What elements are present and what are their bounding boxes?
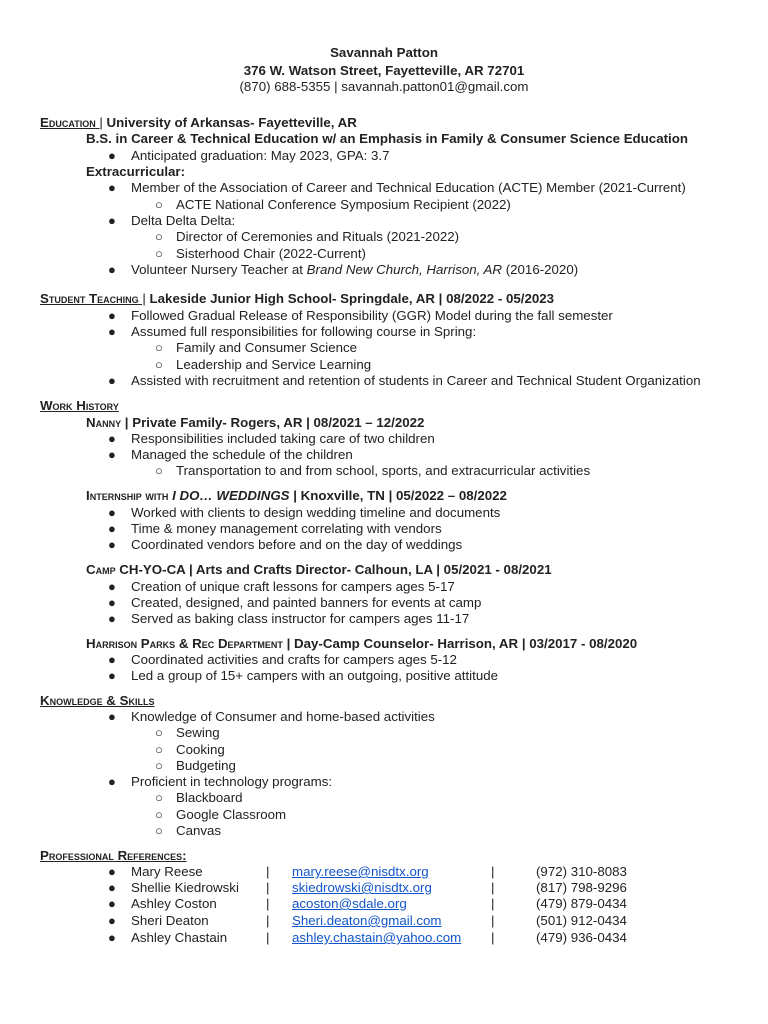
- reference-separator: |: [491, 880, 495, 895]
- student-teaching-heading: Student Teaching: [40, 291, 139, 306]
- bullet-glyph: ●: [108, 447, 116, 462]
- reference-name: Ashley Coston: [131, 896, 217, 911]
- reference-phone: (479) 879-0434: [536, 896, 627, 911]
- bullet-glyph: ●: [108, 611, 116, 626]
- bullet-glyph: ●: [108, 537, 116, 552]
- parks-details: | Day-Camp Counselor- Harrison, AR | 03/2017 - 08/2020: [282, 636, 638, 651]
- bullet-glyph: ●: [108, 148, 116, 163]
- work-history-heading-text: Work History: [40, 398, 119, 413]
- student-teaching-title: Lakeside Junior High School- Springdale, AR | 08/2022 - 05/2023: [145, 291, 555, 306]
- internship-company: I DO… WEDDINGS: [168, 488, 290, 503]
- camp-item: Served as baking class instructor for campers ages 11-17: [131, 611, 470, 626]
- volunteer-years: (2016-2020): [502, 262, 579, 277]
- reference-email-link[interactable]: Sheri.deaton@gmail.com: [292, 913, 442, 928]
- reference-separator: |: [266, 913, 270, 928]
- extracurricular-heading: Extracurricular:: [86, 164, 186, 179]
- sub-bullet-glyph: ○: [155, 823, 163, 838]
- skills-item: Knowledge of Consumer and home-based activities: [131, 709, 435, 724]
- reference-email-link[interactable]: mary.reese@nisdtx.org: [292, 864, 429, 879]
- applicant-address: 376 W. Watson Street, Fayetteville, AR 72701: [243, 63, 525, 78]
- internship-job-title: [86, 488, 507, 504]
- internship-item: Time & money management correlating with vendors: [131, 521, 442, 536]
- bullet-glyph: ●: [108, 896, 116, 911]
- student-teaching-item: Assumed full responsibilities for following course in Spring:: [131, 324, 477, 339]
- extracurricular-item: Member of the Association of Career and Technical Education (ACTE) Member (2021-Current): [131, 180, 686, 195]
- sub-bullet-glyph: ○: [155, 807, 163, 822]
- bullet-glyph: ●: [108, 431, 116, 446]
- reference-name: Shellie Kiedrowski: [131, 880, 239, 895]
- bullet-glyph: ●: [108, 505, 116, 520]
- bullet-glyph: ●: [108, 668, 116, 683]
- references-heading-text: Professional References:: [40, 848, 187, 863]
- reference-phone: (501) 912-0434: [536, 913, 627, 928]
- camp-item: Creation of unique craft lessons for campers ages 5-17: [131, 579, 455, 594]
- nanny-item: Responsibilities included taking care of two children: [131, 431, 435, 446]
- reference-email-link[interactable]: skiedrowski@nisdtx.org: [292, 880, 432, 895]
- work-history-heading: [40, 398, 119, 414]
- education-degree: B.S. in Career & Technical Education w/ an Emphasis in Family & Consumer Science Education: [86, 131, 688, 146]
- sub-bullet-glyph: ○: [155, 463, 163, 478]
- internship-item: Coordinated vendors before and on the day of weddings: [131, 537, 463, 552]
- skills-subitem: Sewing: [176, 725, 220, 740]
- bullet-glyph: ●: [108, 324, 116, 339]
- education-heading: Education: [40, 115, 96, 130]
- education-section: [40, 115, 357, 131]
- student-teaching-subitem: Leadership and Service Learning: [176, 357, 372, 372]
- reference-separator: |: [266, 896, 270, 911]
- reference-name: Ashley Chastain: [131, 930, 228, 945]
- bullet-glyph: ●: [108, 180, 116, 195]
- bullet-glyph: ●: [108, 930, 116, 945]
- camp-item: Created, designed, and painted banners for events at camp: [131, 595, 482, 610]
- reference-phone: (479) 936-0434: [536, 930, 627, 945]
- skills-item: Proficient in technology programs:: [131, 774, 333, 789]
- nanny-job-title: [86, 415, 424, 431]
- bullet-glyph: ●: [108, 373, 116, 388]
- skills-heading-text: Knowledge & Skills: [40, 693, 155, 708]
- camp-job-title: [86, 562, 552, 578]
- bullet-glyph: ●: [108, 579, 116, 594]
- bullet-glyph: ●: [108, 308, 116, 323]
- camp-label: Camp: [86, 562, 116, 577]
- bullet-glyph: ●: [108, 652, 116, 667]
- sub-bullet-glyph: ○: [155, 725, 163, 740]
- bullet-glyph: ●: [108, 595, 116, 610]
- skills-heading: [40, 693, 154, 709]
- reference-email-link[interactable]: ashley.chastain@yahoo.com: [292, 930, 462, 945]
- reference-phone: (817) 798-9296: [536, 880, 627, 895]
- skills-subitem: Google Classroom: [176, 807, 287, 822]
- reference-separator: |: [266, 880, 270, 895]
- extracurricular-item: Delta Delta Delta:: [131, 213, 236, 228]
- camp-details: CH-YO-CA | Arts and Crafts Director- Calhoun, LA | 05/2021 - 08/2021: [115, 562, 552, 577]
- extracurricular-item: [131, 262, 578, 278]
- reference-name: Mary Reese: [131, 864, 203, 879]
- education-graduation: Anticipated graduation: May 2023, GPA: 3.7: [131, 148, 390, 163]
- volunteer-church: Brand New Church, Harrison, AR: [306, 262, 503, 277]
- student-teaching-heading-separator: |: [138, 291, 146, 306]
- applicant-name: Savannah Patton: [330, 45, 438, 60]
- bullet-glyph: ●: [108, 880, 116, 895]
- education-school: University of Arkansas- Fayetteville, AR: [102, 115, 357, 130]
- internship-details: | Knoxville, TN | 05/2022 – 08/2022: [289, 488, 507, 503]
- sub-bullet-glyph: ○: [155, 246, 163, 261]
- skills-subitem: Cooking: [176, 742, 225, 757]
- reference-separator: |: [491, 864, 495, 879]
- extracurricular-subitem: Sisterhood Chair (2022-Current): [176, 246, 366, 261]
- student-teaching-item: Assisted with recruitment and retention of students in Career and Technical Student Organization: [131, 373, 701, 388]
- sub-bullet-glyph: ○: [155, 758, 163, 773]
- parks-job-title: [86, 636, 637, 652]
- internship-item: Worked with clients to design wedding timeline and documents: [131, 505, 501, 520]
- sub-bullet-glyph: ○: [155, 790, 163, 805]
- references-heading: [40, 848, 187, 864]
- extracurricular-subitem: Director of Ceremonies and Rituals (2021-2022): [176, 229, 460, 244]
- reference-name: Sheri Deaton: [131, 913, 209, 928]
- skills-subitem: Budgeting: [176, 758, 236, 773]
- sub-bullet-glyph: ○: [155, 229, 163, 244]
- bullet-glyph: ●: [108, 774, 116, 789]
- extracurricular-subitem: ACTE National Conference Symposium Recipient (2022): [176, 197, 511, 212]
- internship-label: Internship with: [86, 488, 169, 503]
- nanny-subitem: Transportation to and from school, sports, and extracurricular activities: [176, 463, 591, 478]
- education-heading-separator: |: [95, 115, 103, 130]
- student-teaching-subitem: Family and Consumer Science: [176, 340, 358, 355]
- bullet-glyph: ●: [108, 864, 116, 879]
- bullet-glyph: ●: [108, 213, 116, 228]
- reference-separator: |: [266, 930, 270, 945]
- reference-separator: |: [491, 930, 495, 945]
- sub-bullet-glyph: ○: [155, 197, 163, 212]
- bullet-glyph: ●: [108, 913, 116, 928]
- bullet-glyph: ●: [108, 709, 116, 724]
- parks-label: Harrison Parks & Rec Department: [86, 636, 283, 651]
- sub-bullet-glyph: ○: [155, 340, 163, 355]
- volunteer-text: Volunteer Nursery Teacher at: [131, 262, 307, 277]
- student-teaching-item: Followed Gradual Release of Responsibility (GGR) Model during the fall semester: [131, 308, 613, 323]
- reference-email-link[interactable]: acoston@sdale.org: [292, 896, 407, 911]
- bullet-glyph: ●: [108, 262, 116, 277]
- student-teaching-section: [40, 291, 554, 307]
- reference-separator: |: [491, 913, 495, 928]
- skills-subitem: Canvas: [176, 823, 222, 838]
- parks-item: Led a group of 15+ campers with an outgoing, positive attitude: [131, 668, 499, 683]
- bullet-glyph: ●: [108, 521, 116, 536]
- nanny-item: Managed the schedule of the children: [131, 447, 353, 462]
- reference-separator: |: [266, 864, 270, 879]
- applicant-contact: (870) 688-5355 | savannah.patton01@gmail.com: [239, 79, 529, 94]
- reference-separator: |: [491, 896, 495, 911]
- nanny-label: Nanny: [86, 415, 122, 430]
- parks-item: Coordinated activities and crafts for campers ages 5-12: [131, 652, 457, 667]
- sub-bullet-glyph: ○: [155, 742, 163, 757]
- nanny-details: | Private Family- Rogers, AR | 08/2021 – 12/2022: [121, 415, 425, 430]
- reference-phone: (972) 310-8083: [536, 864, 627, 879]
- sub-bullet-glyph: ○: [155, 357, 163, 372]
- skills-subitem: Blackboard: [176, 790, 243, 805]
